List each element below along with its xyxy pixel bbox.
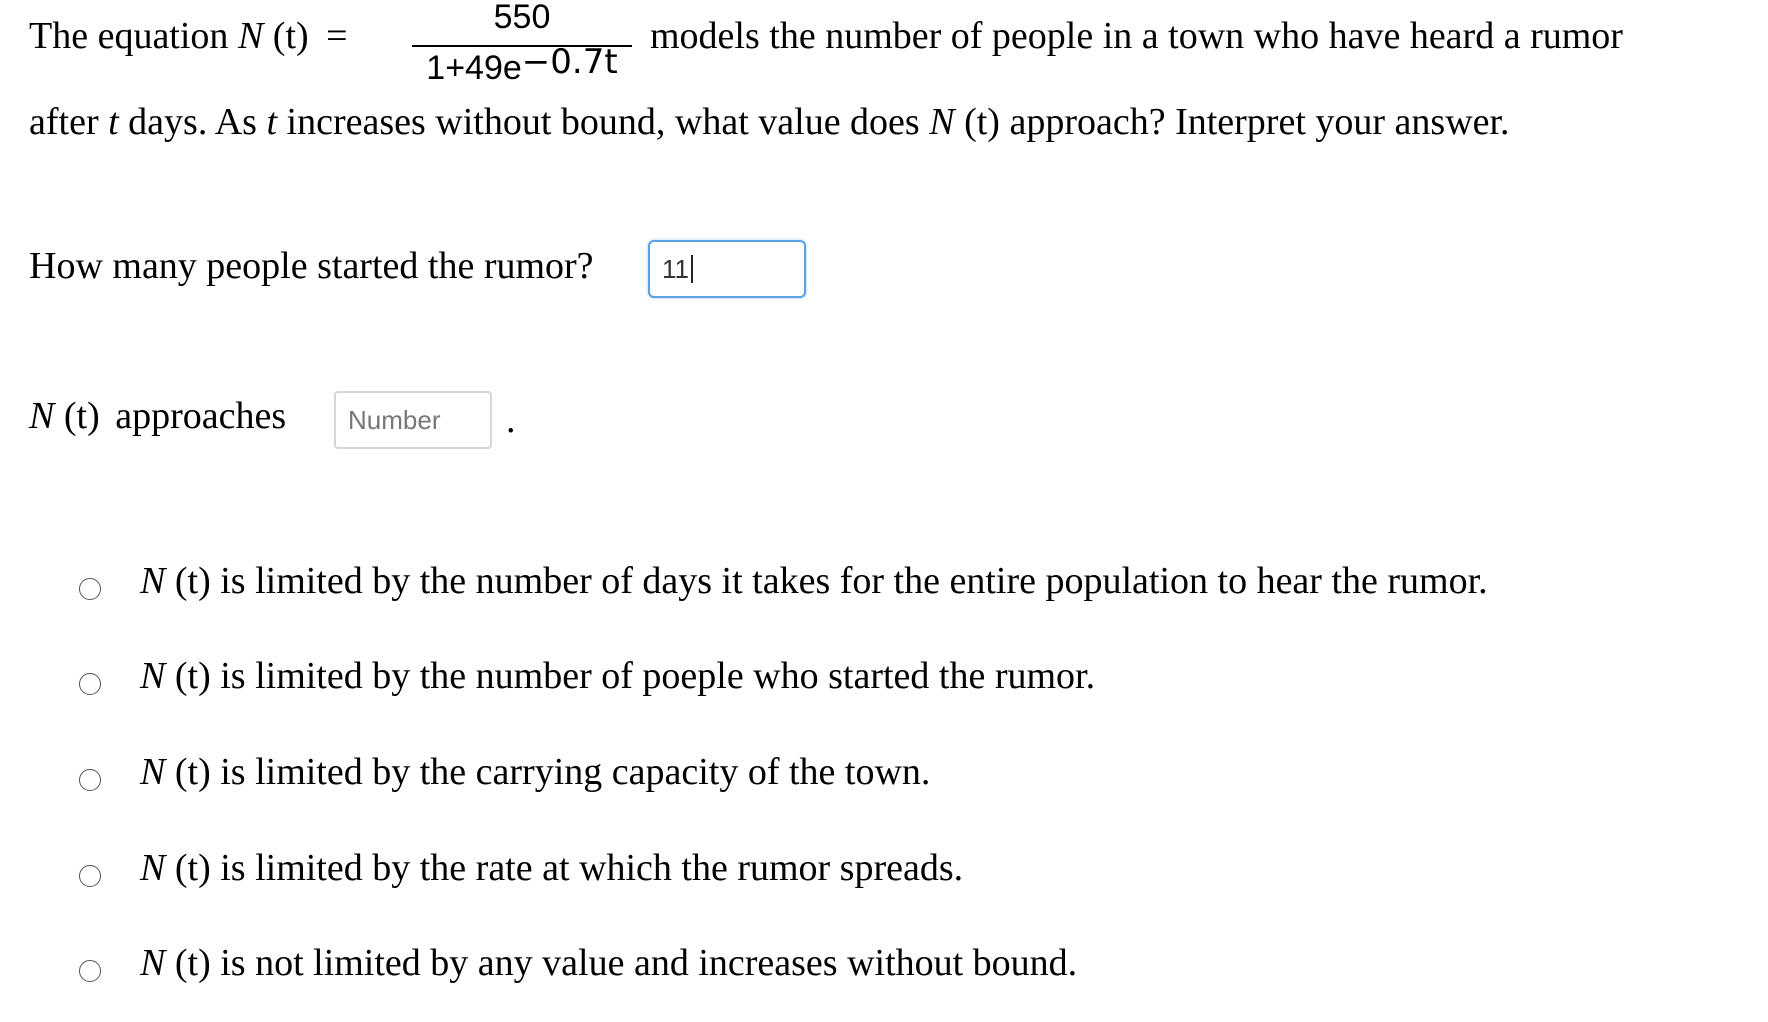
fraction-denominator bbox=[412, 42, 632, 88]
q2-text-c: increases without bound, what value does bbox=[286, 101, 920, 143]
approaches-period: . bbox=[506, 399, 516, 441]
option-4-text: is limited by the rate at which the rumor spreads. bbox=[220, 847, 964, 889]
option-5-label[interactable] bbox=[140, 941, 1077, 985]
q2-text-a: after bbox=[29, 101, 99, 143]
denominator-base: 1+49e bbox=[426, 49, 522, 87]
option-5-var-arg: (t) bbox=[174, 942, 211, 984]
question-line-1-rest: models the number of people in a town who have heard a rumor bbox=[650, 15, 1623, 57]
option-1-var-arg: (t) bbox=[174, 560, 211, 602]
question-intro: The equation bbox=[29, 15, 229, 57]
option-2-text: is limited by the number of poeple who started the rumor. bbox=[220, 655, 1096, 697]
started-input[interactable] bbox=[648, 240, 806, 298]
equals-sign: = bbox=[326, 15, 348, 57]
denominator-exponent: −0.7t bbox=[521, 42, 618, 82]
question-line-2 bbox=[29, 100, 1510, 144]
option-5-radio[interactable] bbox=[79, 960, 101, 982]
q2-text-b: days. As bbox=[128, 101, 257, 143]
option-2-label[interactable] bbox=[140, 654, 1095, 698]
option-1-text: is limited by the number of days it takes for the entire population to hear the rumor. bbox=[220, 560, 1488, 602]
q2-var-t2: t bbox=[266, 101, 278, 143]
started-label: How many people started the rumor? bbox=[29, 245, 594, 287]
option-2-var-arg: (t) bbox=[174, 655, 211, 697]
option-4-var-arg: (t) bbox=[174, 847, 211, 889]
option-3-var-N: N bbox=[140, 751, 166, 793]
q2-var-N: N bbox=[929, 101, 955, 143]
option-5-var-N: N bbox=[140, 942, 166, 984]
function-name: N bbox=[237, 15, 264, 57]
option-4-var-N: N bbox=[140, 847, 166, 889]
limit-input-placeholder: Number bbox=[348, 404, 441, 435]
option-3-text: is limited by the carrying capacity of the town. bbox=[220, 751, 931, 793]
option-4-radio[interactable] bbox=[79, 865, 101, 887]
option-1-label[interactable] bbox=[140, 559, 1488, 603]
function-arg: (t) bbox=[272, 15, 309, 57]
approaches-var-arg: (t) bbox=[63, 395, 100, 437]
text-caret bbox=[691, 255, 693, 283]
approaches-var-N: N bbox=[29, 395, 55, 437]
limit-input[interactable] bbox=[334, 391, 492, 449]
question-line-1 bbox=[29, 14, 348, 58]
option-3-label[interactable] bbox=[140, 750, 930, 794]
approaches-text: approaches bbox=[115, 395, 287, 437]
option-3-radio[interactable] bbox=[79, 769, 101, 791]
started-input-value: 11 bbox=[662, 253, 689, 284]
option-5-text: is not limited by any value and increases without bound. bbox=[220, 942, 1078, 984]
option-1-radio[interactable] bbox=[79, 578, 101, 600]
option-3-var-arg: (t) bbox=[174, 751, 211, 793]
fraction-numerator: 550 bbox=[493, 0, 551, 36]
option-2-var-N: N bbox=[140, 655, 166, 697]
option-4-label[interactable] bbox=[140, 846, 963, 890]
q2-var-arg: (t) bbox=[964, 101, 1000, 143]
option-2-radio[interactable] bbox=[79, 673, 101, 695]
option-1-var-N: N bbox=[140, 560, 166, 602]
approaches-label bbox=[29, 394, 286, 438]
q2-var-t: t bbox=[108, 101, 119, 143]
q2-text-d: approach? Interpret your answer. bbox=[1009, 101, 1510, 143]
